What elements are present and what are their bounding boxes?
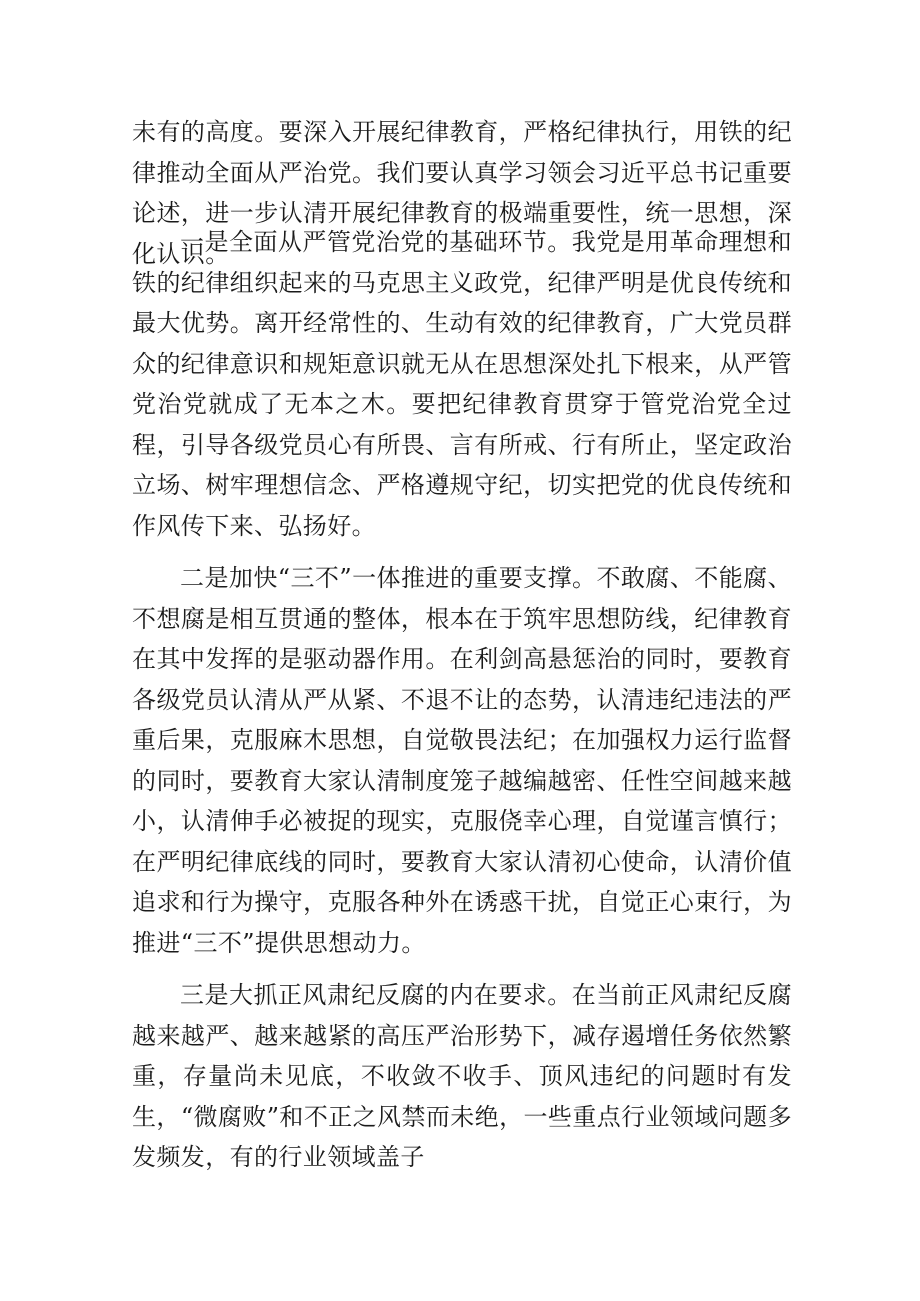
- paragraph-first-point: 一是全面从严管党治党的基础环节。我党是用革命理想和铁的纪律组织起来的马克思主义政党，纪律严明是优良传统和最大优势。离开经常性的、生动有效的纪律教育，广大党员群众的纪律意识和规矩意识就无从在思想深处扎下根来，从严管党治党就成了无本之木。要把纪律教育贯穿于管党治党全过程，引导各级党员心有所畏、言有所戒、行有所止，坚定政治立场、树牢理想信念、严格遵规守纪，切实把党的优良传统和作风传下来、弘扬好。: [132, 228, 792, 540]
- paragraph-third-point: 三是大抓正风肃纪反腐的内在要求。在当前正风肃纪反腐越来越严、越来越紧的高压严治形势下，减存遏增任务依然繁重，存量尚未见底，不收敛不收手、顶风违纪的问题时有发生，“微腐败”和不正之风禁而未绝，一些重点行业领域问题多发频发，有的行业领域盖子: [132, 981, 792, 1171]
- paragraph-second-point: 二是加快“三不”一体推进的重要支撑。不敢腐、不能腐、不想腐是相互贯通的整体，根本在于筑牢思想防线，纪律教育在其中发挥的是驱动器作用。在利剑高悬惩治的同时，要教育各级党员认清从严从紧、不退不让的态势，认清违纪违法的严重后果，克服麻木思想，自觉敬畏法纪；在加强权力运行监督的同时，要教育大家认清制度笼子越编越密、任性空间越来越小，认清伸手必被捉的现实，克服侥幸心理，自觉谨言慎行；在严明纪律底线的同时，要教育大家认清初心使命，认清价值追求和行为操守，克服各种外在诱惑干扰，自觉正心束行，为推进“三不”提供思想动力。: [132, 564, 792, 957]
- paragraph-continuation: 未有的高度。要深入开展纪律教育，严格纪律执行，用铁的纪律推动全面从严治党。我们要认真学习领会习近平总书记重要论述，进一步认清开展纪律教育的极端重要性，统一思想，深化认识。: [132, 118, 792, 268]
